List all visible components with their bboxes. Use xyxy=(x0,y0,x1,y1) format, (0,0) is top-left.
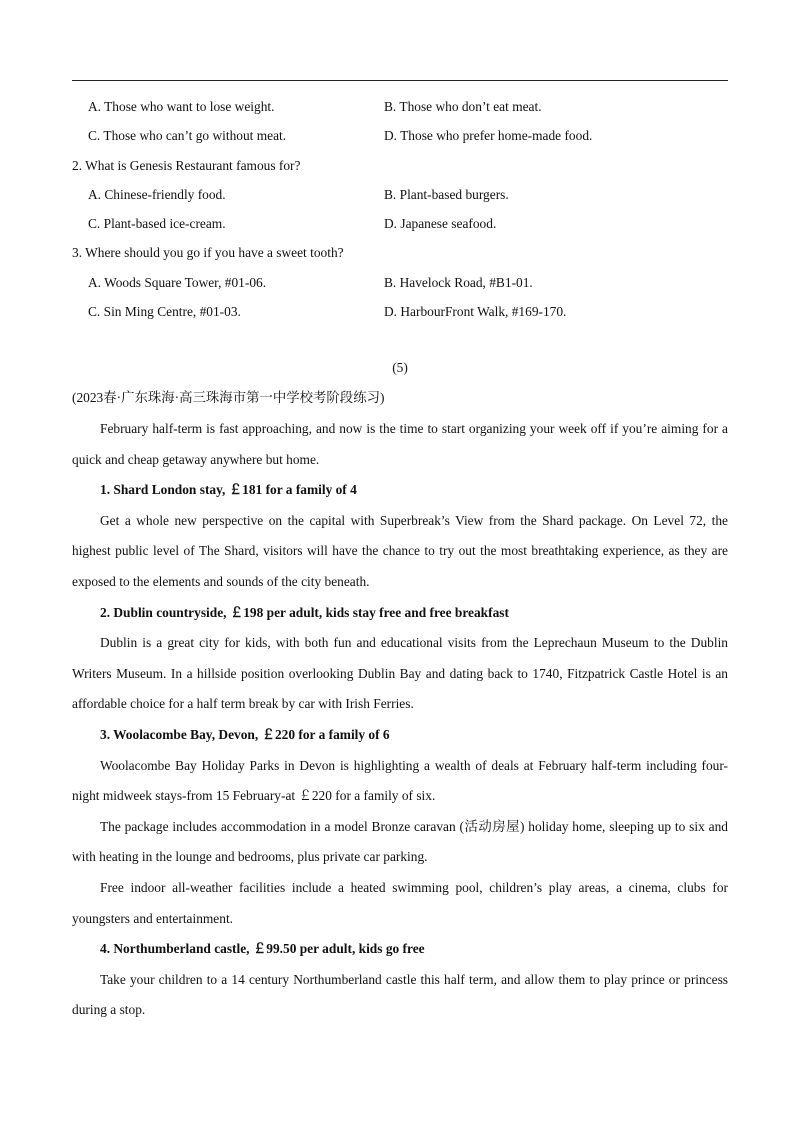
reading-passage xyxy=(72,414,728,1026)
q1-option-d: D. Those who prefer home-made food. xyxy=(384,128,593,144)
paragraph-shard-london: Get a whole new perspective on the capital with Superbreak’s View from the Shard package. On Level 72, the highest public level of The Shard, visitors will have the chance to try out the most breathtaking experience, as they are exposed to the elements and sounds of the city beneath. xyxy=(72,512,728,589)
intro-paragraph: February half-term is fast approaching, and now is the time to start organizing your week off if you’re aiming for a quick and cheap getaway anywhere but home. xyxy=(72,421,728,467)
q1-options-row-2 xyxy=(72,125,728,154)
paragraph-northumberland: Take your children to a 14 century Northumberland castle this half term, and allow them to play prince or princess during a stop. xyxy=(72,971,728,1018)
q3-option-d: D. HarbourFront Walk, #169-170. xyxy=(384,304,567,320)
paragraph-woolacombe-package: The package includes accommodation in a model Bronze caravan (活动房屋) holiday home, sleeping up to six and with heating in the lounge and bedrooms, plus private car parking. xyxy=(72,818,728,865)
paragraph-woolacombe-facilities: Free indoor all-weather facilities include a heated swimming pool, children’s play areas, a cinema, clubs for youngsters and entertainment. xyxy=(72,879,728,926)
heading-shard-london: 1. Shard London stay, ￡181 for a family of 4 xyxy=(100,482,357,498)
q2-options-row-2 xyxy=(72,213,728,242)
paragraph-dublin: Dublin is a great city for kids, with both fun and educational visits from the Leprechaun Museum to the Dublin Writers Museum. In a hillside position overlooking Dublin Bay and dating back to 1740, Fitzpatrick Castle Hotel is an affordable choice for a half term break by car with Irish Ferries. xyxy=(72,635,728,712)
q2-option-b: B. Plant-based burgers. xyxy=(384,186,509,202)
heading-woolacombe: 3. Woolacombe Bay, Devon, ￡220 for a family of 6 xyxy=(100,726,390,742)
section-number: (5) xyxy=(392,360,408,375)
q3-option-c: C. Sin Ming Centre, #01-03. xyxy=(88,304,241,320)
q2-options-row-1 xyxy=(72,184,728,213)
q1-options-row-1 xyxy=(72,96,728,125)
q1-option-b: B. Those who don’t eat meat. xyxy=(384,99,542,114)
q3-question: 3. Where should you go if you have a sweet tooth? xyxy=(72,245,344,261)
q3-option-a: A. Woods Square Tower, #01-06. xyxy=(88,274,267,290)
q3-option-b: B. Havelock Road, #B1-01. xyxy=(384,274,533,290)
q1-option-c: C. Those who can’t go without meat. xyxy=(88,128,287,144)
q3-options-row-2 xyxy=(72,301,728,330)
q3-options-row-1 xyxy=(72,272,728,301)
answer-options-block xyxy=(72,96,728,330)
paragraph-woolacombe-deals: Woolacombe Bay Holiday Parks in Devon is highlighting a wealth of deals at February half-term including four-night midweek stays-from 15 February-at ￡220 for a family of six. xyxy=(72,757,728,804)
q2-option-d: D. Japanese seafood. xyxy=(384,216,497,232)
heading-dublin: 2. Dublin countryside, ￡198 per adult, kids stay free and free breakfast xyxy=(100,604,509,620)
q2-question: 2. What is Genesis Restaurant famous for? xyxy=(72,157,301,173)
heading-northumberland: 4. Northumberland castle, ￡99.50 per adult, kids go free xyxy=(100,941,425,957)
q1-option-a: A. Those who want to lose weight. xyxy=(88,99,275,114)
source-note: (2023春·广东珠海·高三珠海市第一中学校考阶段练习) xyxy=(72,390,385,405)
q2-option-a: A. Chinese-friendly food. xyxy=(88,186,226,202)
top-rule xyxy=(72,80,728,81)
q2-option-c: C. Plant-based ice-cream. xyxy=(88,216,226,232)
